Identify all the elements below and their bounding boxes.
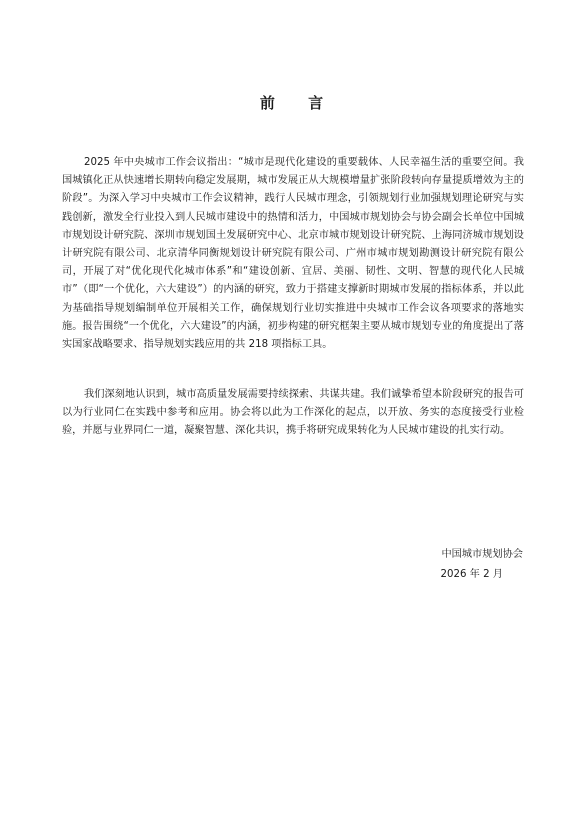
paragraph-1-text: 2025 年中央城市工作会议指出：“城市是现代化建设的重要载体、人民幸福生活的重要空间。我国城镇化正从快速增长期转向稳定发展期，城市发展正从大规模增量扩张阶段转向存量提质增效为主的阶段”。为深入学习中央城市工作会议精神，践行人民城市理念，引领规划行业加强规划理论研究与实践创新，激发全行业投入到人民城市建设中的热情和活力，中国城市规划协会与协会副会长单位中国城市规划设计研究院、深圳市规划国土发展研究中心、北京市城市规划设计研究院、上海同济城市规划设计研究院有限公司、北京清华同衡规划设计研究院有限公司、广州市城市规划勘测设计研究院有限公司，开展了对“优化现代化城市体系”和“建设创新、宜居、美丽、韧性、文明、智慧的现代化人民城市”（即“一个优化，六大建设”）的内涵的研究，致力于搭建支撑新时期城市发展的指标体系，并以此为基础指导规划编制单位开展相关工作，确保规划行业切实推进中央城市工作会议各项要求的落地实施。报告围绕“一个优化，六大建设”的内涵，初步构建的研究框架主要从城市规划专业的角度提出了落实国家战略要求、指导规划实践应用的共 218 项指标工具。 xyxy=(62,157,524,351)
paragraph-2-text: 我们深刻地认识到，城市高质量发展需要持续探索、共谋共建。我们诚挚希望本阶段研究的报告可以为行业同仁在实践中参考和应用。协会将以此为工作深化的起点，以开放、务实的态度接受行业检验，并愿与业界同仁一道，凝聚智慧、深化共识，携手将研究成果转化为人民城市建设的扎实行动。 xyxy=(62,389,524,437)
signature-date: 2026 年 2 月 xyxy=(440,569,503,580)
signature-organization: 中国城市规划协会 xyxy=(441,549,523,560)
paragraph-2 xyxy=(62,386,524,441)
paragraph-1 xyxy=(62,154,524,354)
page-title: 前 言 xyxy=(259,94,338,112)
